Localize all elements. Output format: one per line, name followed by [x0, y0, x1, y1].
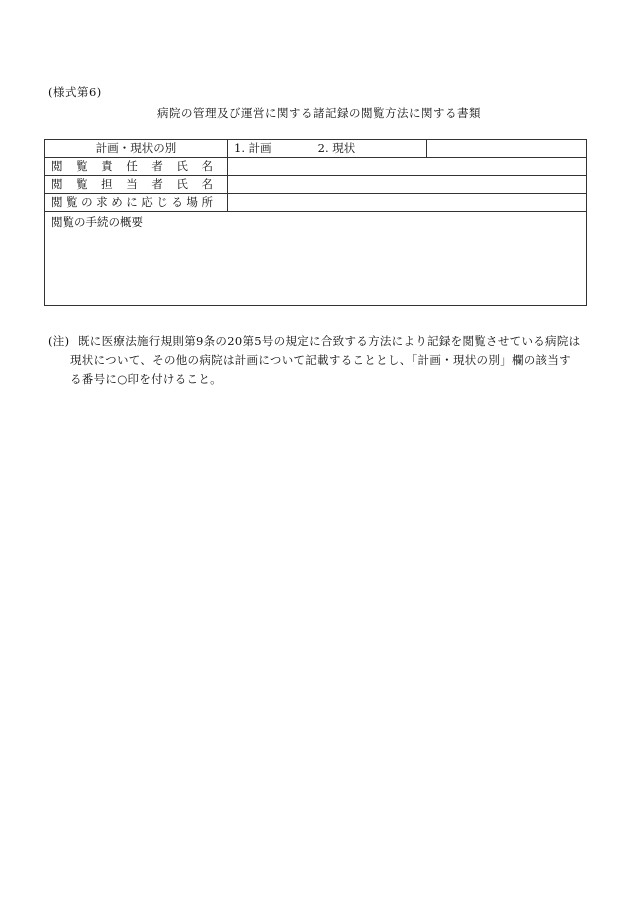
location-label-chars [51, 194, 221, 211]
manager-value[interactable] [228, 158, 587, 176]
plan-status-label: 計画・現状の別 [45, 140, 228, 158]
label-char: 氏 [176, 159, 188, 173]
label-char: る [171, 195, 183, 209]
label-char: じ [156, 195, 168, 209]
label-char: 覧 [76, 159, 88, 173]
table-row-procedure [45, 212, 587, 306]
label-char: 所 [201, 195, 213, 209]
manager-label [45, 158, 228, 176]
form-number: (様式第6) [48, 85, 102, 99]
footnote [48, 332, 588, 389]
staff-value[interactable] [228, 176, 587, 194]
label-char: に [126, 195, 138, 209]
label-char: 者 [151, 159, 163, 173]
label-char: 名 [201, 177, 213, 191]
option-plan[interactable]: 1. 計画 [234, 141, 272, 155]
location-value[interactable] [228, 194, 587, 212]
table-row-manager [45, 158, 587, 176]
footnote-body [70, 332, 588, 389]
option-current[interactable]: 2. 現状 [317, 141, 356, 155]
label-char: 覧 [76, 177, 88, 191]
document-title: 病院の管理及び運営に関する諸記録の閲覧方法に関する書類 [157, 106, 481, 120]
label-char: の [81, 195, 93, 209]
footnote-line-1: 既に医療法施行規則第9条の20第5号の規定に合致する方法により記録を閲覧させている病院は [78, 334, 581, 348]
staff-label [45, 176, 228, 194]
label-char: 閲 [51, 195, 63, 209]
plan-status-options [228, 140, 427, 158]
label-char: 場 [186, 195, 198, 209]
location-label [45, 194, 228, 212]
label-char: 応 [141, 195, 153, 209]
label-char: 任 [126, 159, 138, 173]
label-char: 担 [101, 177, 113, 191]
label-char: 覧 [66, 195, 78, 209]
manager-label-chars [51, 158, 221, 175]
footnote-line-3: る番号に○印を付けること。 [70, 372, 222, 386]
table-row-plan-status [45, 140, 587, 158]
plan-status-extra-cell[interactable] [427, 140, 587, 158]
label-char: め [111, 195, 123, 209]
procedure-cell[interactable] [45, 212, 587, 306]
label-char: 責 [101, 159, 113, 173]
label-char: 者 [151, 177, 163, 191]
label-char: 名 [201, 159, 213, 173]
label-char: 当 [126, 177, 138, 191]
table-row-staff [45, 176, 587, 194]
footnote-line-2: 現状について、その他の病院は計画について記載することとし、「計画・現状の別」欄の該当す [70, 353, 571, 367]
procedure-label: 閲覧の手続の概要 [51, 215, 143, 229]
label-char: 閲 [51, 177, 63, 191]
label-char: 氏 [176, 177, 188, 191]
staff-label-chars [51, 176, 221, 193]
label-char: 求 [96, 195, 108, 209]
footnote-mark: (注) [48, 334, 70, 348]
table-row-location [45, 194, 587, 212]
form-table [44, 139, 587, 306]
label-char: 閲 [51, 159, 63, 173]
